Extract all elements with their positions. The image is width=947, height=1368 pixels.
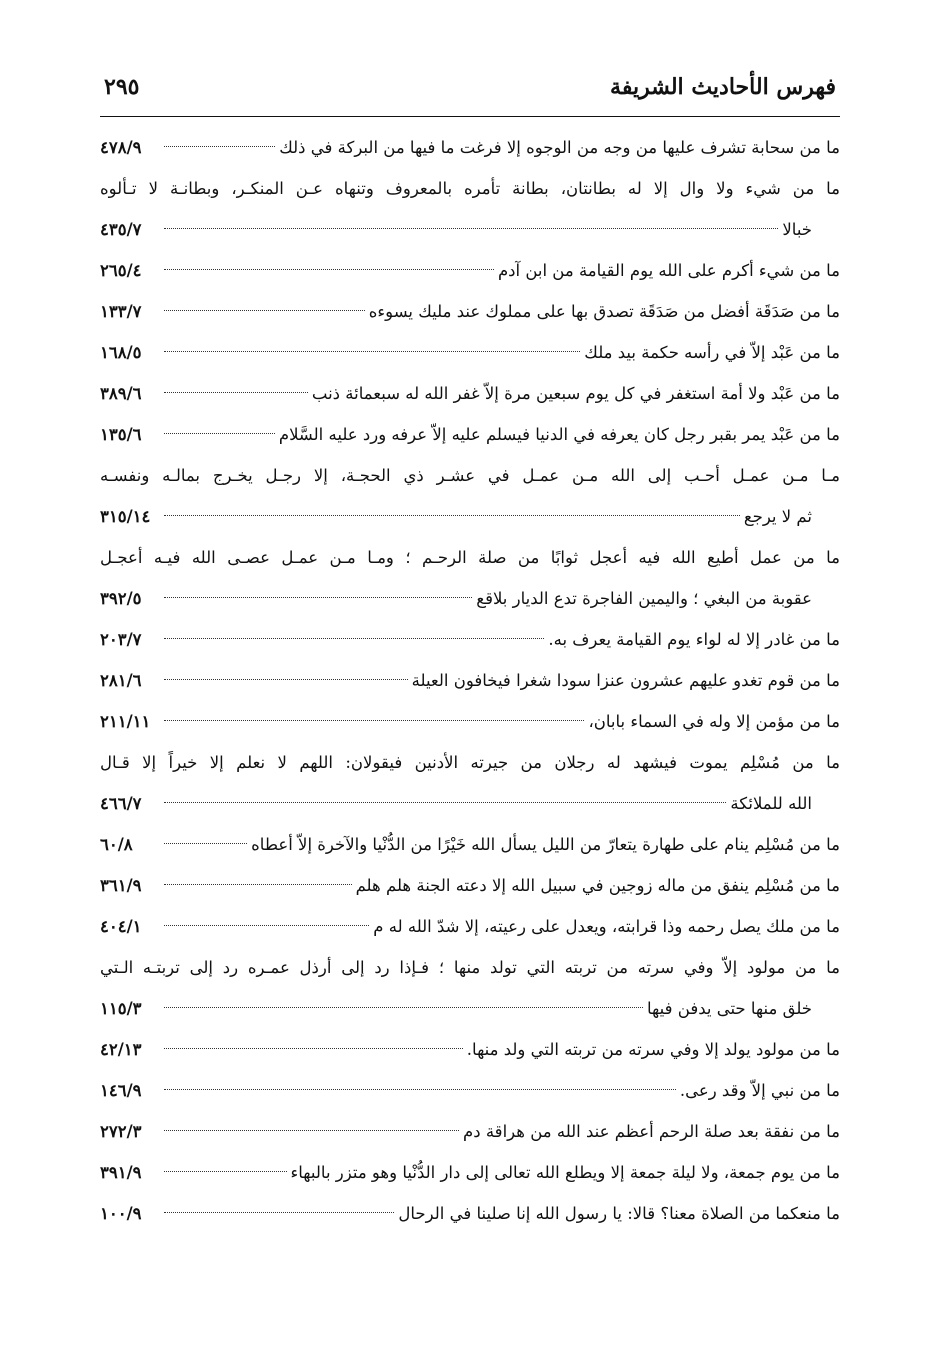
dot-leader [164,433,275,434]
index-entry-line [100,1070,840,1111]
index-entry [100,824,840,865]
index-entry [100,332,840,373]
index-entry [100,168,840,250]
hadith-text: ما من سحابة تشرف عليها من وجه من الوجوه إلا فرغت ما فيها من البركة في ذلك [279,138,840,157]
index-entry-line [100,988,840,1029]
volume-page-reference: ١٠٠/٩ [100,1204,142,1223]
volume-page-reference: ٤٠٤/١ [100,917,142,936]
index-entry-line [100,1111,840,1152]
hadith-text: ما من مُسْلِم ينفق من ماله زوجين في سبيل الله إلا دعته الجنة هلم هلم [355,876,840,895]
dot-leader [164,597,472,598]
index-entry-line [100,291,840,332]
index-entry [100,742,840,824]
index-entry-line [100,783,840,824]
volume-page-reference: ٤٢/١٣ [100,1040,142,1059]
dot-leader [164,884,352,885]
volume-page-reference: ١٤٦/٩ [100,1081,142,1100]
index-entry-line [100,701,840,742]
hadith-text: ثم لا يرجع [743,507,812,526]
hadith-text: ما من يوم جمعة، ولا ليلة جمعة إلا ويطلع الله تعالى إلى دار الدُّنْيا وهو متزر بالبهاء [290,1163,840,1182]
dot-leader [164,515,740,516]
index-entry [100,373,840,414]
hadith-text: ما من مُسْلِم يموت فيشهد له رجلان من جيرته الأدنين فيقولان: اللهم لا نعلم إلا خيراً إلا قـال [100,753,840,772]
index-entry [100,701,840,742]
index-entry-line [100,865,840,906]
index-entry [100,1152,840,1193]
page-header [100,56,840,100]
dot-leader [164,720,584,721]
dot-leader [164,146,275,147]
volume-page-reference: ٤٦٦/٧ [100,794,142,813]
volume-page-reference: ٦٠/٨ [100,835,133,854]
dot-leader [164,679,408,680]
index-entry-line [100,496,840,537]
index-entry [100,619,840,660]
dot-leader [164,638,544,639]
hadith-text: ما من نبي إلاّ وقد رعى. [679,1081,840,1100]
volume-page-reference: ٢٨١/٦ [100,671,142,690]
dot-leader [164,228,778,229]
hadith-text: ما من مؤمن إلا وله في السماء بابان، [588,712,840,731]
hadith-text: ما من مولود يولد إلا وفي سرته من تربته التي ولد منها. [466,1040,840,1059]
page-title: فهرس الأحاديث الشريفة [610,74,836,100]
index-entry [100,660,840,701]
volume-page-reference: ٤٧٨/٩ [100,138,142,157]
index-entry-line [100,373,840,414]
hadith-text: ما من ملك يصل رحمه وذا قرابته، ويعدل على رعيته، إلا شدّ الله له م [373,917,840,936]
hadith-text: خلق منها حتى يدفن فيها [647,999,812,1018]
hadith-text: ما من شيء أكرم على الله يوم القيامة من ابن آدم [497,261,840,280]
index-entry-line [100,332,840,373]
dot-leader [164,1212,394,1213]
dot-leader [164,802,726,803]
hadith-text: ما من قوم تغدو عليهم عشرون عنزا سودا شغرا فيخافون العيلة [411,671,840,690]
hadith-index-list [100,127,840,1234]
dot-leader [164,269,494,270]
hadith-text: ما من مولود إلاّ وفي سرته من تربته التي تولد منها ؛ فـإذا رد إلى أرذل عمـره رد إلى تربتـه الـتي [100,958,840,977]
dot-leader [164,1171,287,1172]
hadith-text: ما من شيء ولا وال إلا له بطانتان، بطانة تأمره بالمعروف وتنهاه عـن المنكـر، وبطانـة لا تـألوه [100,179,840,198]
index-entry-line [100,1152,840,1193]
dot-leader [164,1130,459,1131]
index-entry [100,865,840,906]
index-entry [100,1029,840,1070]
index-entry-line [100,660,840,701]
volume-page-reference: ٢٠٣/٧ [100,630,142,649]
volume-page-reference: ٤٣٥/٧ [100,220,142,239]
volume-page-reference: ١٦٨/٥ [100,343,142,362]
volume-page-reference: ٣١٥/١٤ [100,507,151,526]
page-number: ٢٩٥ [104,74,140,100]
index-entry-line [100,455,840,496]
volume-page-reference: ١٣٥/٦ [100,425,142,444]
hadith-text: ما من مُسْلِم ينام على طهارة يتعارّ من الليل يسأل الله خَيْرًا من الدُّنْيا والآخرة إلاّ أعطاه [251,835,840,854]
volume-page-reference: ٢٧٢/٣ [100,1122,142,1141]
hadith-text: ما من غادر إلا له لواء يوم القيامة يعرف به. [548,630,840,649]
hadith-text: ما منعكما من الصلاة معنا؟ قالا: يا رسول الله إنا صلينا في الرحال [398,1204,840,1223]
hadith-text: ما من عَبْد يمر بقبر رجل كان يعرفه في الدنيا فيسلم عليه إلاّ عرفه ورد عليه السَّلام [278,425,840,444]
volume-page-reference: ٣٨٩/٦ [100,384,142,403]
dot-leader [164,392,308,393]
hadith-text: عقوبة من البغي ؛ واليمين الفاجرة تدع الديار بلاقع [476,589,812,608]
index-entry-line [100,619,840,660]
index-entry-line [100,537,840,578]
volume-page-reference: ٢١١/١١ [100,712,151,731]
index-entry-line [100,947,840,988]
index-page [100,56,840,1234]
volume-page-reference: ١٣٣/٧ [100,302,142,321]
index-entry-line [100,1029,840,1070]
dot-leader [164,1007,643,1008]
index-entry [100,250,840,291]
hadith-text: ما من صَدَقَة أفضل من صَدَقَة تصدق بها على مملوك عند مليك يسوءه [368,302,840,321]
hadith-text: ما من عَبْد إلاّ في رأسه حكمة بيد ملك [584,343,840,362]
index-entry [100,291,840,332]
index-entry-line [100,209,840,250]
index-entry [100,537,840,619]
hadith-text: ما من عَبْد ولا أمة استغفر في كل يوم سبعين مرة إلاّ غفر الله له سبعمائة ذنب [311,384,840,403]
dot-leader [164,351,580,352]
dot-leader [164,843,247,844]
hadith-text: ما من عمل أطيع الله فيه أعجل ثوابًا من صلة الرحـم ؛ ومـا مـن عمـل عصـى الله فيـه أعجـل [100,548,840,567]
index-entry-line [100,1193,840,1234]
volume-page-reference: ٣٩١/٩ [100,1163,142,1182]
index-entry [100,1193,840,1234]
index-entry [100,455,840,537]
index-entry [100,947,840,1029]
index-entry-line [100,824,840,865]
hadith-text: خبالا [782,220,812,239]
index-entry-line [100,578,840,619]
index-entry [100,906,840,947]
index-entry-line [100,742,840,783]
header-rule [100,116,840,117]
volume-page-reference: ٣٦١/٩ [100,876,142,895]
hadith-text: مـا مـن عمـل أحـب إلى الله مـن عمـل في عشـر ذي الحجـة، إلا رجـل يخـرج بمالـه ونفسـه [100,466,840,485]
dot-leader [164,1048,463,1049]
index-entry [100,414,840,455]
volume-page-reference: ١١٥/٣ [100,999,142,1018]
hadith-text: الله للملائكة [730,794,812,813]
dot-leader [164,925,369,926]
index-entry-line [100,414,840,455]
index-entry-line [100,127,840,168]
index-entry [100,1111,840,1152]
index-entry-line [100,906,840,947]
dot-leader [164,310,365,311]
dot-leader [164,1089,676,1090]
index-entry-line [100,250,840,291]
volume-page-reference: ٢٦٥/٤ [100,261,142,280]
index-entry-line [100,168,840,209]
hadith-text: ما من نفقة بعد صلة الرحم أعظم عند الله من هراقة دم [463,1122,840,1141]
volume-page-reference: ٣٩٢/٥ [100,589,142,608]
index-entry [100,1070,840,1111]
index-entry [100,127,840,168]
